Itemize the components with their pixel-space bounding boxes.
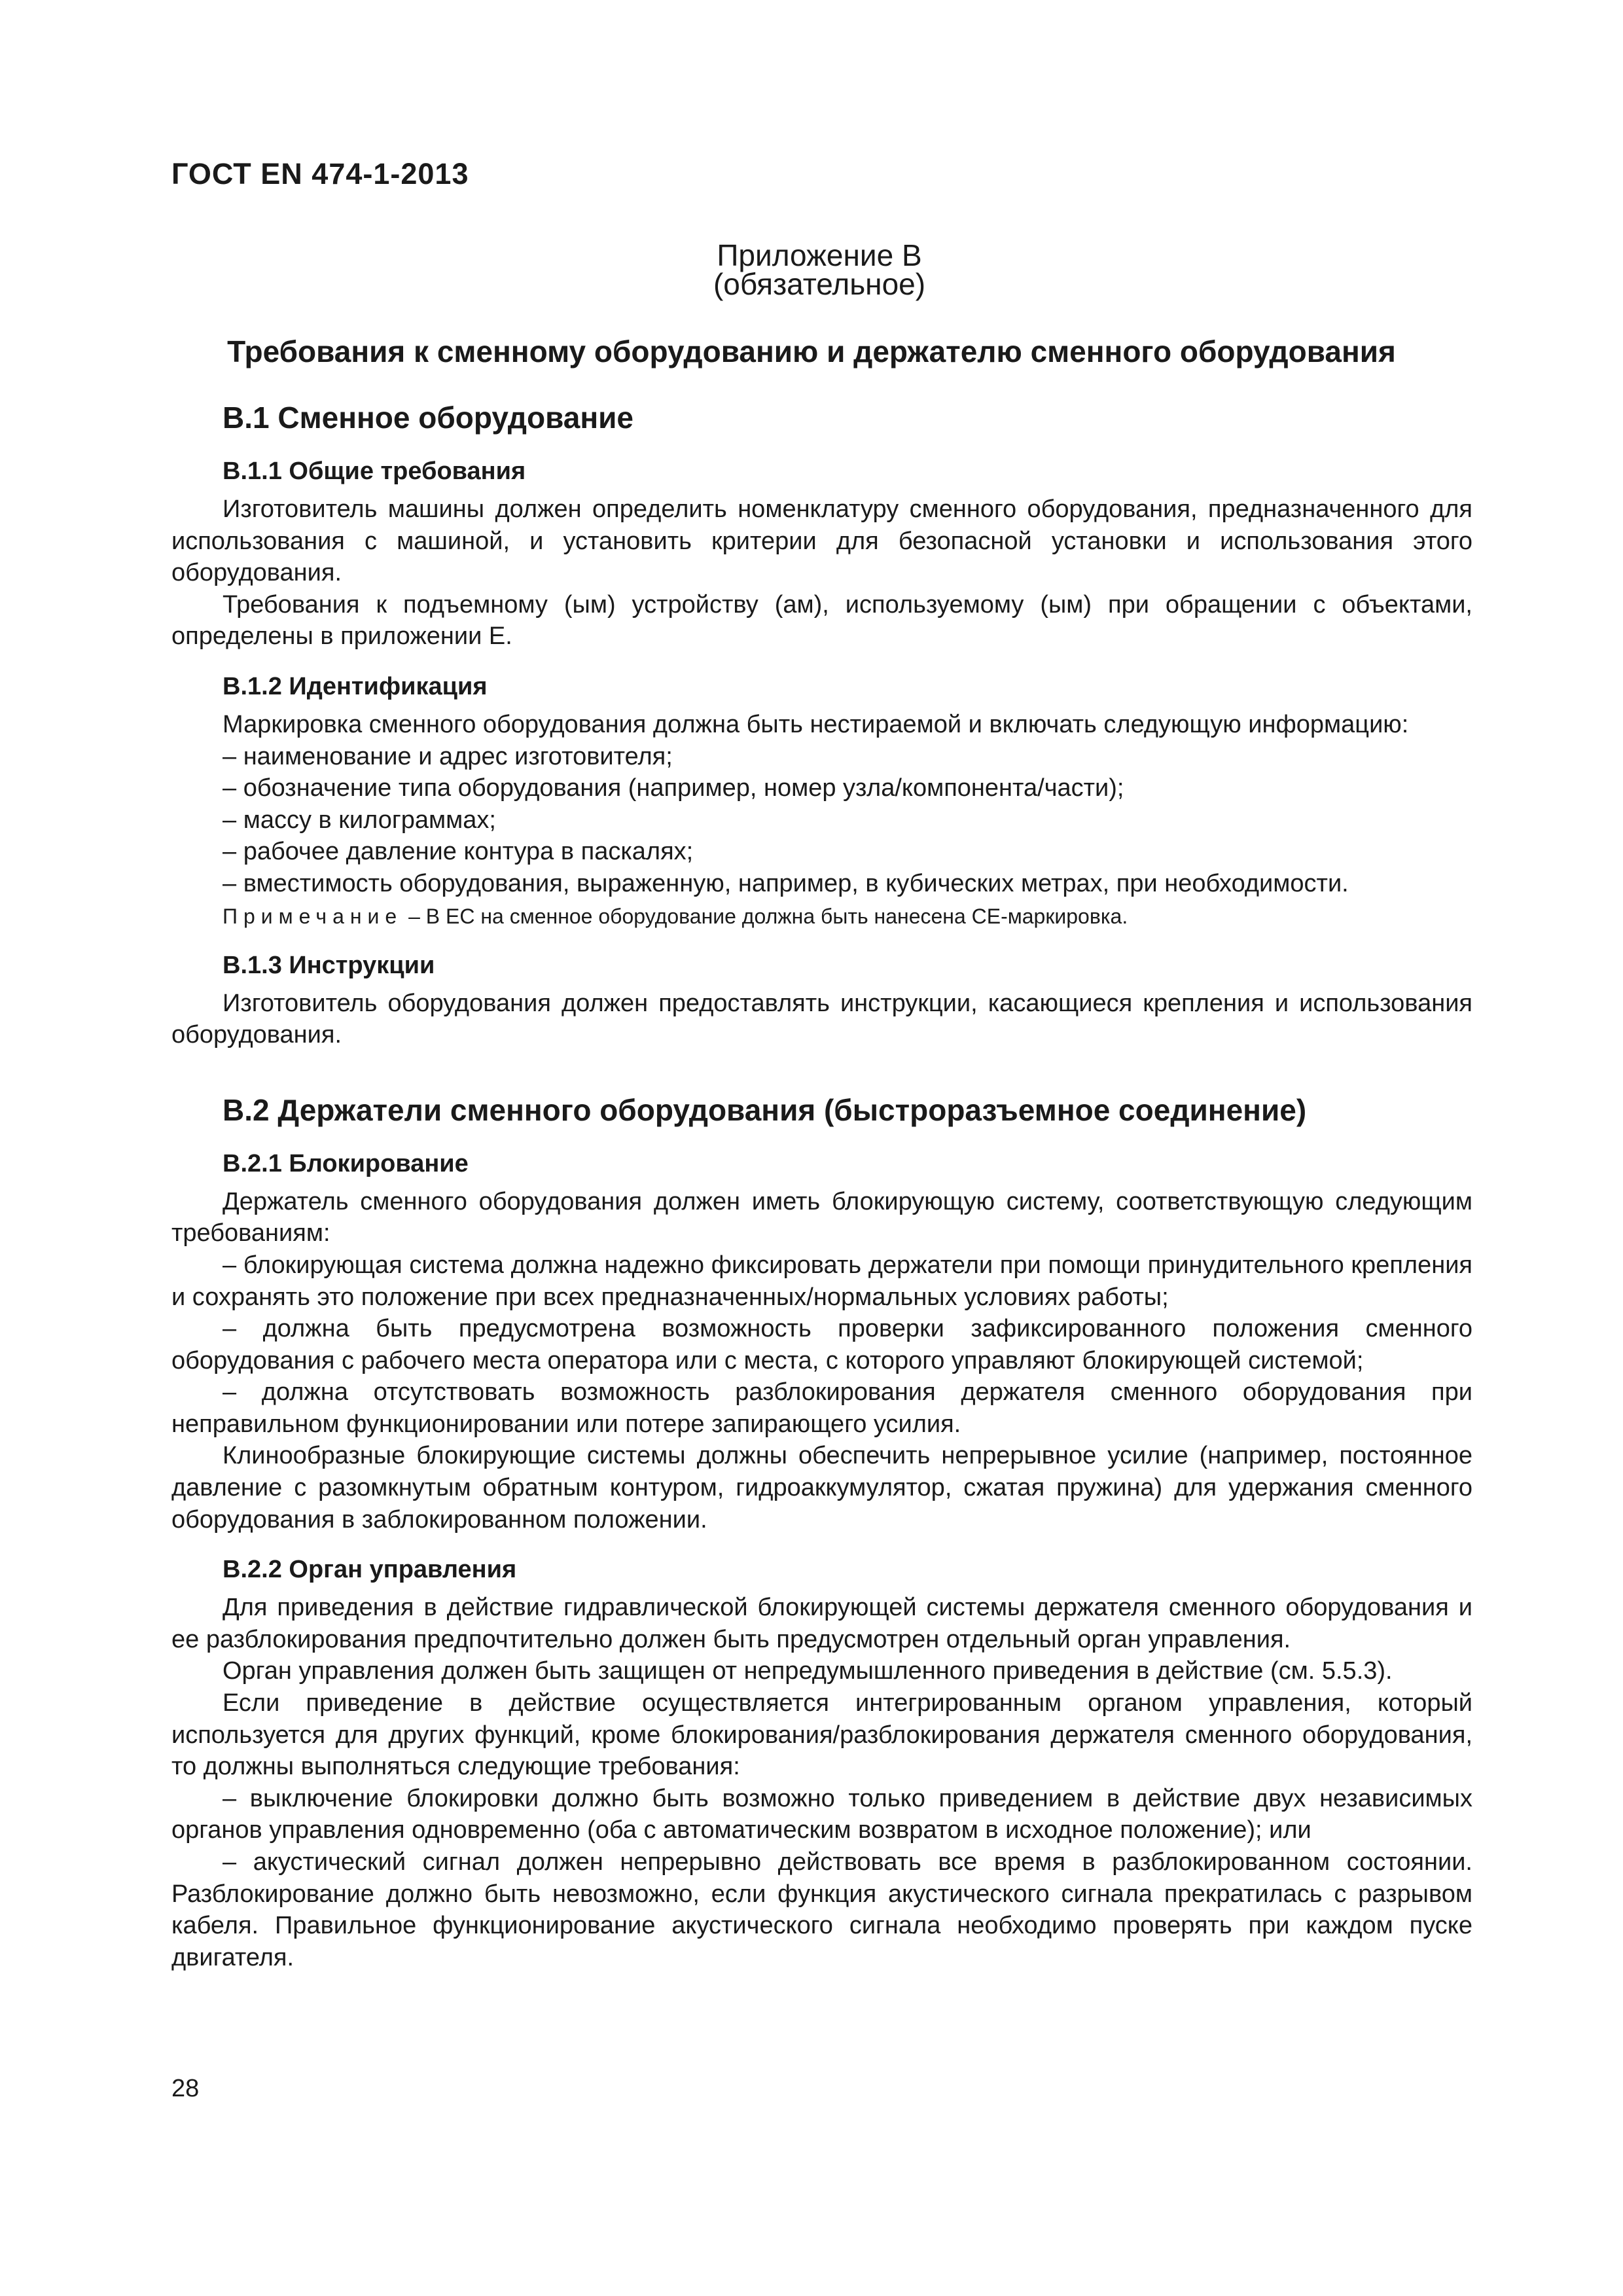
page-number: 28 [171, 2075, 200, 2102]
paragraph: Если приведение в действие осуществляется интегрированным органом управления, который используется для других функций, кроме блокирования/разблокирования держателя сменного оборудования, то должны выполняться следующие требования: [171, 1689, 1472, 1781]
subsection-heading-b12: В.1.2 Идентификация [223, 672, 488, 700]
list-item: – должна быть предусмотрена возможность проверки зафиксированного положения сменного оборудования с рабочего места оператора или с места, с которого управляют блокирующей системой; [171, 1315, 1472, 1374]
list-item: – акустический сигнал должен непрерывно действовать все время в разблокированном состоянии. Разблокирование должно быть невозможно, если функция акустического сигнала прекратилась с разрывом кабеля. Правильное функционирование акустического сигнала необходимо проверять при каждом пуске двигателя. [171, 1848, 1472, 1971]
paragraph: Держатель сменного оборудования должен иметь блокирующую систему, соответствующую следующим требованиям: [171, 1187, 1472, 1247]
list-item: – массу в килограммах; [223, 806, 496, 834]
appendix-status: (обязательное) [713, 267, 926, 301]
section-heading-b1: В.1 Сменное оборудование [223, 401, 633, 435]
note-label: Примечание [223, 904, 403, 928]
document-code: ГОСТ EN 474-1-2013 [171, 157, 469, 190]
paragraph: Изготовитель оборудования должен предоставлять инструкции, касающиеся крепления и использования оборудования. [171, 989, 1472, 1049]
subsection-heading-b11: В.1.1 Общие требования [223, 457, 526, 485]
paragraph: Для приведения в действие гидравлической блокирующей системы держателя сменного оборудования и ее разблокирования предпочтительно должен быть предусмотрен отдельный орган управления. [171, 1594, 1472, 1653]
paragraph: Требования к подъемному (ым) устройству (ам), используемому (ым) при обращении с объектами, определены в приложении Е. [171, 590, 1472, 651]
list-item: – блокирующая система должна надежно фиксировать держатели при помощи принудительного крепления и сохранять это положение при всех предназначенных/нормальных условиях работы; [171, 1251, 1472, 1311]
list-item: – рабочее давление контура в паскалях; [223, 838, 694, 866]
paragraph: Изготовитель машины должен определить номенклатуру сменного оборудования, предназначенного для использования с машиной, и установить критерии для безопасной установки и использования этого оборудования. [171, 495, 1472, 587]
subsection-heading-b22: В.2.2 Орган управления [223, 1556, 517, 1584]
list-item: – должна отсутствовать возможность разблокирования держателя сменного оборудования при неправильном функционировании или потере запирающего усилия. [171, 1378, 1472, 1438]
subsection-heading-b13: В.1.3 Инструкции [223, 951, 435, 979]
list-item: – обозначение типа оборудования (например, номер узла/компонента/части); [223, 774, 1124, 802]
appendix-label: Приложение В [717, 238, 922, 272]
paragraph: Клинообразные блокирующие системы должны обеспечить непрерывное усилие (например, постоянное давление с разомкнутым обратным контуром, гидроаккумулятор, сжатая пружина) для удержания сменного оборудования в заблокированном положении. [171, 1442, 1472, 1534]
list-item: – наименование и адрес изготовителя; [223, 742, 673, 770]
note [171, 901, 1472, 931]
paragraph: Маркировка сменного оборудования должна быть нестираемой и включать следующую информацию: [223, 710, 1409, 738]
appendix-title: Требования к сменному оборудованию и держателю сменного оборудования [227, 334, 1396, 368]
document-body [171, 399, 1472, 1973]
paragraph: Орган управления должен быть защищен от непредумышленного приведения в действие (см. 5.5.3). [223, 1657, 1393, 1685]
list-item: – выключение блокировки должно быть возможно только приведением в действие двух независимых органов управления одновременно (оба с автоматическим возвратом в исходное положение); или [171, 1784, 1472, 1844]
section-heading-b2: В.2 Держатели сменного оборудования (быстроразъемное соединение) [223, 1092, 1307, 1127]
note-text: – В ЕС на сменное оборудование должна быть нанесена СЕ-маркировка. [402, 904, 1128, 928]
subsection-heading-b21: В.2.1 Блокирование [223, 1149, 469, 1177]
list-item: – вместимость оборудования, выраженную, например, в кубических метрах, при необходимости. [223, 869, 1349, 897]
